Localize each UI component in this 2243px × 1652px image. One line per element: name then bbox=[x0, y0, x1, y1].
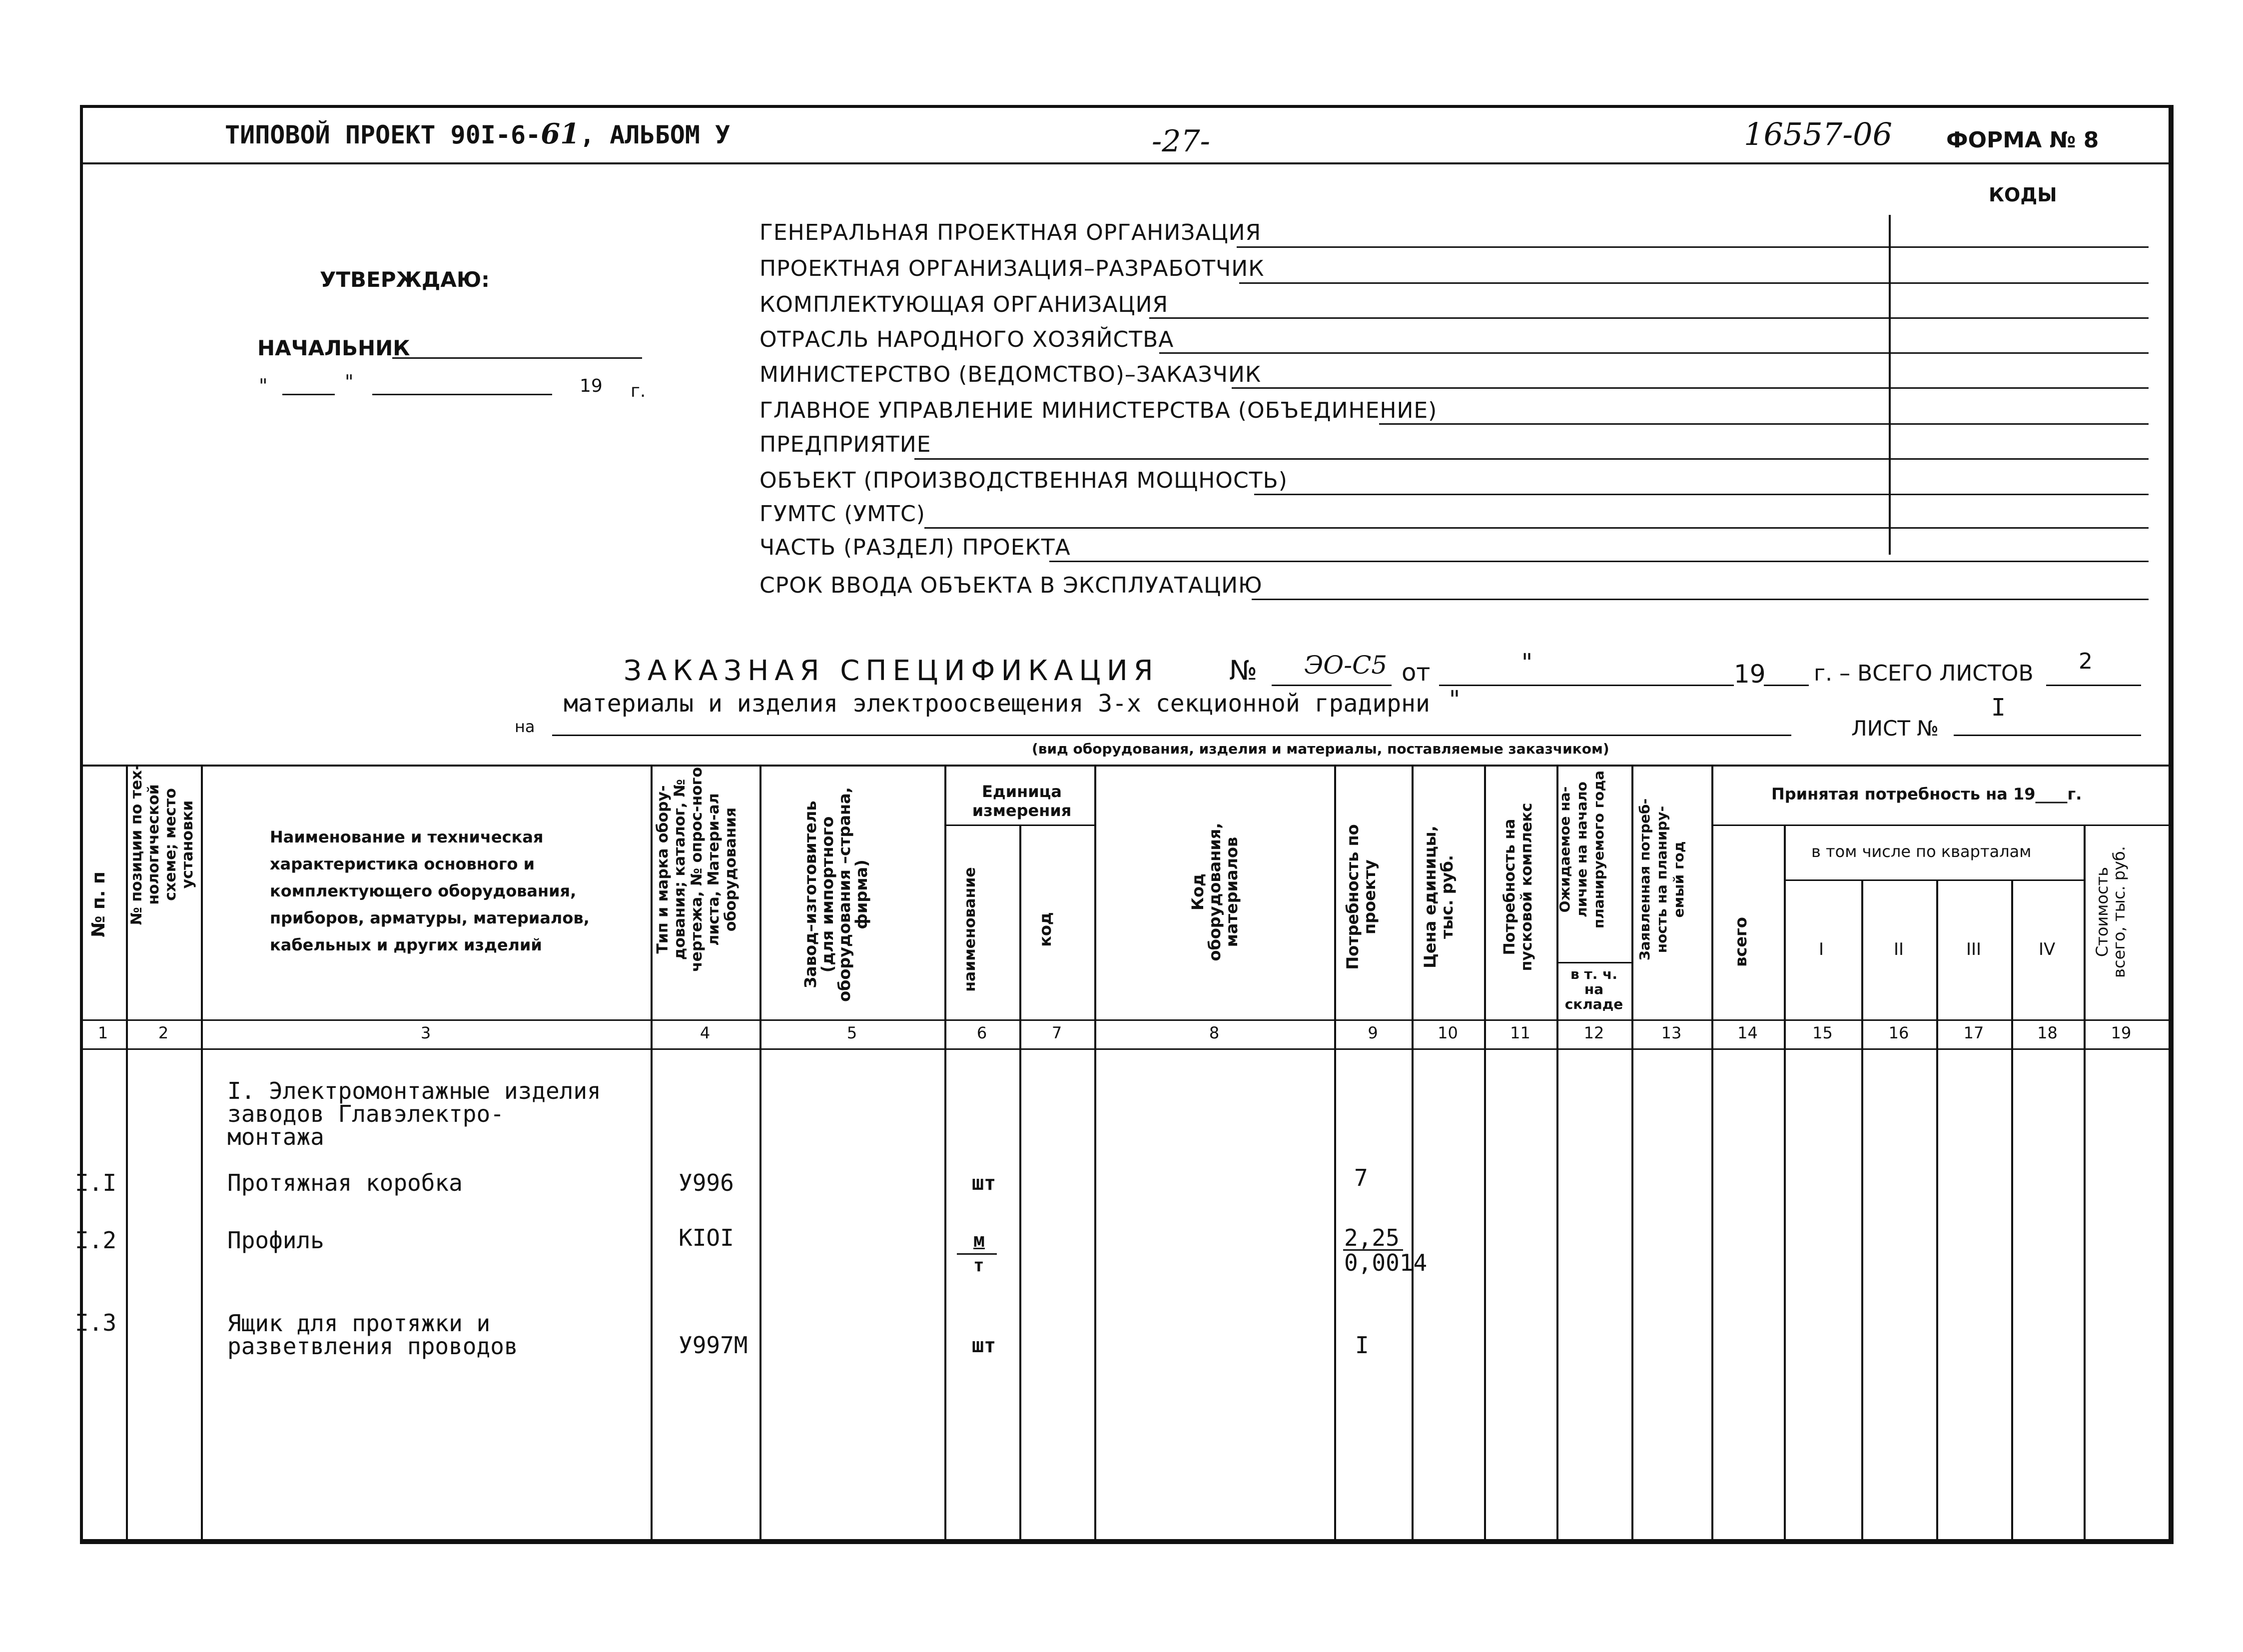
field-line bbox=[1149, 317, 2149, 319]
sheet-number: I bbox=[1991, 694, 2006, 722]
col-line bbox=[1711, 765, 1713, 1544]
header-launch-demand: Потребность на пусковой комплекс bbox=[1501, 803, 1535, 971]
column-number: 16 bbox=[1888, 1023, 1909, 1042]
header-demand-project: Потребность по проекту bbox=[1343, 824, 1379, 970]
field-line bbox=[1239, 282, 2149, 284]
field-label: ЧАСТЬ (РАЗДЕЛ) ПРОЕКТА bbox=[759, 535, 1071, 560]
sheet-number-line bbox=[1954, 735, 2141, 736]
header-q4: IV bbox=[2039, 939, 2056, 959]
field-label: ГЛАВНОЕ УПРАВЛЕНИЕ МИНИСТЕРСТВА (ОБЪЕДИНЕНИЕ) bbox=[759, 398, 1438, 423]
column-number: 10 bbox=[1438, 1023, 1458, 1042]
field-line bbox=[1237, 246, 2149, 248]
spec-title: ЗАКАЗНАЯ СПЕЦИФИКАЦИЯ bbox=[624, 655, 1159, 687]
field-line bbox=[914, 458, 2149, 460]
header-bottom-border bbox=[80, 1019, 2174, 1021]
date-year-suffix: г. bbox=[631, 381, 646, 401]
row-quantity-numerator: 2,25 bbox=[1344, 1224, 1400, 1251]
column-number: 13 bbox=[1661, 1023, 1682, 1042]
col-line bbox=[1861, 879, 1863, 1544]
column-number: 4 bbox=[700, 1023, 711, 1042]
header-unit-price: Цена единицы, тыс. руб. bbox=[1421, 826, 1457, 968]
field-line bbox=[1232, 387, 2149, 389]
header-manufacturer: Завод–изготовитель (для импортного оборудования –страна, фирма) bbox=[801, 787, 871, 1002]
chief-label: НАЧАЛЬНИК bbox=[257, 336, 410, 360]
spec-subject-quote: " bbox=[1449, 686, 1461, 714]
col-line bbox=[944, 765, 946, 1544]
row-name-line: разветвления проводов bbox=[227, 1333, 518, 1360]
row-name: Протяжная коробка bbox=[227, 1169, 463, 1196]
project-title: ТИПОВОЙ ПРОЕКТ 90I-6-61, АЛЬБОМ У bbox=[225, 117, 731, 150]
col-line bbox=[1412, 765, 1414, 1544]
document-code: 16557-06 bbox=[1744, 116, 1893, 152]
header-no: № п. п bbox=[88, 871, 109, 937]
field-label: ГУМТС (УМТС) bbox=[759, 501, 925, 527]
row-number: I.I bbox=[75, 1169, 117, 1196]
column-number: 12 bbox=[1583, 1023, 1604, 1042]
spec-from-label: от bbox=[1402, 659, 1431, 687]
row-unit-numerator: м bbox=[973, 1229, 985, 1251]
field-label: ГЕНЕРАЛЬНАЯ ПРОЕКТНАЯ ОРГАНИЗАЦИЯ bbox=[759, 220, 1262, 245]
column-number: 14 bbox=[1737, 1023, 1758, 1042]
col-line bbox=[1784, 825, 1786, 1544]
col-line bbox=[201, 765, 203, 1544]
column-number-border bbox=[80, 1048, 2174, 1050]
column-number: 11 bbox=[1510, 1023, 1530, 1042]
spec-number-line bbox=[1272, 685, 1392, 686]
spec-total-sheets: 2 bbox=[2079, 649, 2093, 674]
column-number: 17 bbox=[1963, 1023, 1984, 1042]
header-equipment-code: Код оборудования, материалов bbox=[1188, 823, 1241, 961]
spec-date-quote: " bbox=[1521, 649, 1533, 677]
unit-fraction-bar bbox=[957, 1253, 997, 1255]
header-q2: II bbox=[1894, 939, 1904, 959]
column-number: 3 bbox=[420, 1023, 431, 1042]
date-year: 19 bbox=[580, 376, 603, 396]
field-line bbox=[1049, 561, 2149, 562]
row-type: У997М bbox=[679, 1332, 748, 1359]
col-line bbox=[2084, 825, 2086, 1544]
column-number: 7 bbox=[1051, 1023, 1062, 1042]
column-number: 18 bbox=[2037, 1023, 2058, 1042]
date-quote-open: " bbox=[259, 375, 268, 397]
column-number: 6 bbox=[976, 1023, 987, 1042]
col-line bbox=[1094, 765, 1096, 1544]
spec-total-label: г. – ВСЕГО ЛИСТОВ bbox=[1814, 661, 2034, 686]
row-unit: шт bbox=[972, 1172, 996, 1195]
field-label: ОТРАСЛЬ НАРОДНОГО ХОЗЯЙСТВА bbox=[759, 327, 1174, 352]
header-unit-name: наименование bbox=[961, 867, 979, 992]
column-number: 2 bbox=[158, 1023, 169, 1042]
column-number: 19 bbox=[2111, 1023, 2132, 1042]
field-line bbox=[1159, 352, 2149, 354]
row-number: I.3 bbox=[75, 1309, 117, 1336]
section-title-line: монтажа bbox=[227, 1123, 324, 1150]
column-number: 8 bbox=[1209, 1023, 1220, 1042]
section-title-line: заводов Главэлектро- bbox=[227, 1100, 504, 1127]
form-number: ФОРМА № 8 bbox=[1946, 127, 2099, 153]
field-label: ПРЕДПРИЯТИЕ bbox=[759, 432, 931, 457]
column-number: 5 bbox=[846, 1023, 857, 1042]
field-line bbox=[1254, 494, 2149, 495]
spec-number-label: № bbox=[1229, 655, 1258, 686]
field-label: МИНИСТЕРСТВО (ВЕДОМСТВО)–ЗАКАЗЧИК bbox=[759, 362, 1262, 387]
spec-year: 19 bbox=[1734, 660, 1766, 689]
field-label: СРОК ВВОДА ОБЪЕКТА В ЭКСПЛУАТАЦИЮ bbox=[759, 573, 1263, 598]
row-quantity: I bbox=[1355, 1332, 1369, 1359]
row-quantity-denominator: 0,0014 bbox=[1344, 1249, 1428, 1276]
header-declared-demand: Заявленная потреб-ность на планиру-емый год bbox=[1636, 798, 1687, 961]
spec-on-label: на bbox=[515, 717, 535, 736]
column-number: 1 bbox=[97, 1023, 108, 1042]
approve-label: УТВЕРЖДАЮ: bbox=[320, 267, 490, 292]
codes-column-divider bbox=[1889, 215, 1891, 555]
header-position: № позиции по тех-нологической схеме; место установки bbox=[128, 764, 196, 925]
field-line bbox=[1379, 423, 2149, 425]
header-quarter-group: в том числе по кварталам bbox=[1811, 842, 2032, 861]
spec-subject-line bbox=[552, 735, 1791, 736]
header-type: Тип и марка обору-дования; каталог, № чертежа, № опрос-ного листа, Матери-ал оборудования bbox=[654, 767, 740, 972]
date-day-line bbox=[282, 394, 335, 395]
header-divider bbox=[80, 162, 2174, 164]
accepted-group-line bbox=[1711, 825, 2174, 826]
header-total: всего bbox=[1731, 917, 1750, 967]
date-quote-close: " bbox=[345, 371, 354, 393]
row-type: KIOI bbox=[679, 1224, 734, 1251]
col-line bbox=[651, 765, 653, 1544]
row-unit: шт bbox=[972, 1334, 996, 1357]
spec-year-line bbox=[1764, 685, 1809, 686]
col-line bbox=[1019, 825, 1021, 1544]
header-expected-stock: Ожидаемое на-личие на начало планируемого года bbox=[1556, 770, 1607, 929]
spec-date-line bbox=[1439, 685, 1734, 686]
sheet-label: ЛИСТ № bbox=[1851, 716, 1939, 741]
codes-label: КОДЫ bbox=[1989, 184, 2057, 206]
column-number: 9 bbox=[1368, 1023, 1378, 1042]
header-accepted-group: Принятая потребность на 19____г. bbox=[1771, 785, 2082, 804]
col-line bbox=[2011, 879, 2013, 1544]
quarter-group-line bbox=[1784, 879, 2084, 881]
header-unit-group: Единица измерения bbox=[972, 782, 1072, 820]
row-quantity: 7 bbox=[1354, 1164, 1368, 1191]
spec-number: ЭО-С5 bbox=[1304, 651, 1388, 680]
section-title-line: I. Электромонтажные изделия bbox=[227, 1077, 601, 1104]
page-number: -27- bbox=[1152, 124, 1210, 159]
col-line bbox=[1484, 765, 1486, 1544]
row-name bbox=[227, 1312, 518, 1358]
row-type: У996 bbox=[679, 1169, 734, 1196]
date-month-line bbox=[372, 394, 552, 395]
stock-subline bbox=[1556, 962, 1631, 963]
field-label: КОМПЛЕКТУЮЩАЯ ОРГАНИЗАЦИЯ bbox=[759, 292, 1169, 317]
unit-group-line bbox=[944, 825, 1094, 826]
header-name: Наименование и техническая характеристика основного и комплектующего оборудования, приборов, арматуры, материалов, кабельных и других изделий bbox=[270, 827, 590, 954]
header-q1: I bbox=[1819, 939, 1824, 959]
field-line bbox=[1252, 599, 2149, 600]
chief-signature-line bbox=[392, 357, 642, 359]
section-title bbox=[227, 1079, 601, 1148]
field-label: ПРОЕКТНАЯ ОРГАНИЗАЦИЯ–РАЗРАБОТЧИК bbox=[759, 256, 1265, 281]
row-name: Профиль bbox=[227, 1227, 324, 1254]
row-unit-denominator: т bbox=[973, 1255, 984, 1276]
spec-subject: материалы и изделия электроосвещения 3-х секционной градирни bbox=[564, 690, 1430, 718]
header-unit-code: код bbox=[1036, 912, 1055, 947]
col-line bbox=[1936, 879, 1938, 1544]
table-top-border bbox=[80, 765, 2174, 767]
field-label: ОБЪЕКТ (ПРОИЗВОДСТВЕННАЯ МОЩНОСТЬ) bbox=[759, 468, 1288, 493]
header-in-stock: в т. ч. на складе bbox=[1564, 966, 1623, 1012]
col-line bbox=[1334, 765, 1336, 1544]
spec-subject-caption: (вид оборудования, изделия и материалы, поставляемые заказчиком) bbox=[1032, 741, 1609, 757]
col-line bbox=[1631, 765, 1633, 1544]
row-name-line: Ящик для протяжки и bbox=[227, 1310, 491, 1337]
field-line bbox=[924, 527, 2149, 529]
row-number: I.2 bbox=[75, 1227, 117, 1254]
header-q3: III bbox=[1966, 939, 1982, 959]
header-cost: Стоимость всего, тыс. руб. bbox=[2093, 846, 2129, 978]
spec-total-line bbox=[2046, 685, 2141, 686]
col-line bbox=[759, 765, 761, 1544]
column-number: 15 bbox=[1812, 1023, 1833, 1042]
